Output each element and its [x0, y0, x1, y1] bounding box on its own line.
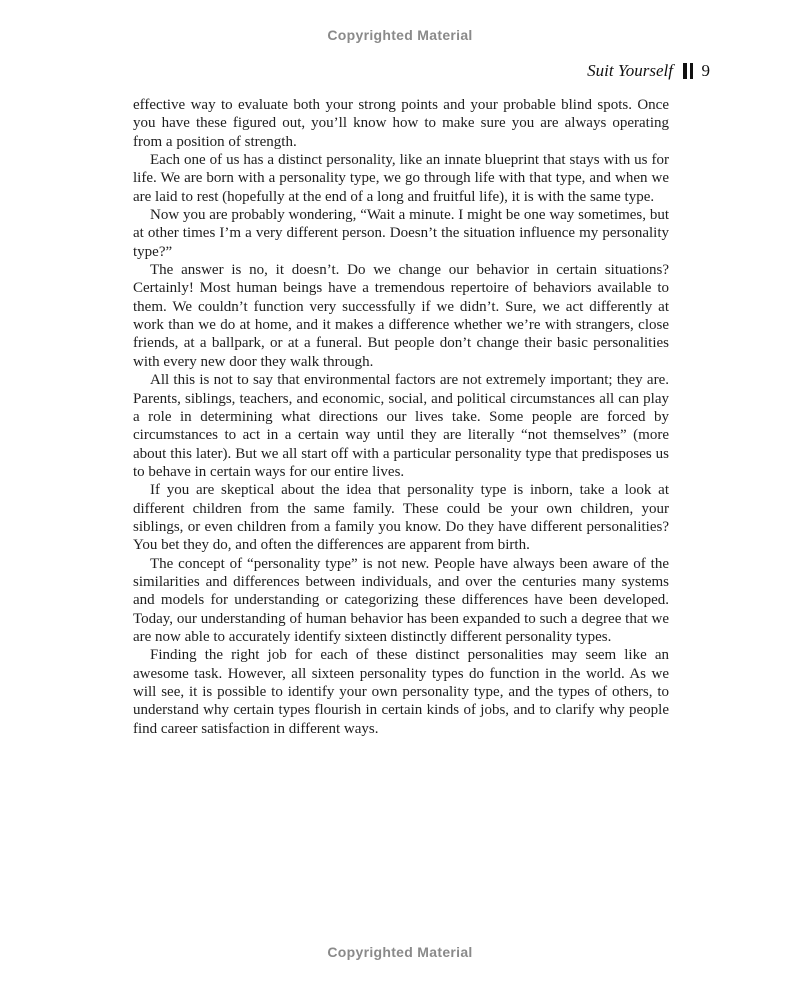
running-header	[587, 61, 710, 81]
double-vertical-bar-icon	[683, 63, 693, 79]
copyright-notice-top: Copyrighted Material	[327, 27, 473, 43]
paragraph-1: effective way to evaluate both your strong points and your probable blind spots. Once you have these figured out, you’ll know how to make sure you are always operating from a position of strength.	[133, 97, 669, 150]
paragraph-8: Finding the right job for each of these distinct personalities may seem like an awesome task. However, all sixteen personality types do function in the world. As we will see, it is possible to identify your own personality type, and the types of others, to understand why certain types flourish in certain kinds of jobs, and to clarify why people find career satisfaction in different ways.	[133, 647, 669, 737]
paragraph-3: Now you are probably wondering, “Wait a minute. I might be one way sometimes, but at other times I’m a very different person. Doesn’t the situation influence my personality type?”	[133, 207, 669, 260]
paragraph-6: If you are skeptical about the idea that personality type is inborn, take a look at different children from the same family. These could be your own children, your siblings, or even children from a family you know. Do they have different personalities? You bet they do, and often the differences are apparent from birth.	[133, 482, 669, 554]
paragraph-4: The answer is no, it doesn’t. Do we change our behavior in certain situations? Certainly! Most human beings have a tremendous repertoire of behaviors available to them. We couldn’t function very successfully if we didn’t. Sure, we act differently at work than we do at home, and it makes a difference whether we’re with strangers, close friends, at a ballpark, or at a funeral. But people don’t change their basic personalities with every new door they walk through.	[133, 262, 669, 370]
copyright-notice-bottom: Copyrighted Material	[327, 944, 473, 960]
book-title: Suit Yourself	[587, 61, 673, 80]
paragraph-2: Each one of us has a distinct personality, like an innate blueprint that stays with us for life. We are born with a personality type, we go through life with that type, and when we are laid to rest (hopefully at the end of a long and fruitful life), it is with the same type.	[133, 152, 669, 205]
page-body-text	[133, 96, 669, 738]
page-number: 9	[701, 61, 710, 80]
paragraph-5: All this is not to say that environmental factors are not extremely important; they are. Parents, siblings, teachers, and economic, social, and political circumstances all can play a role in determining what directions our lives take. Some people are forced by circumstances to act in a certain way until they are literally “not themselves” (more about this later). But we all start off with a particular personality type that predisposes us to behave in certain ways for our entire lives.	[133, 372, 669, 480]
paragraph-7: The concept of “personality type” is not new. People have always been aware of the similarities and differences between individuals, and over the centuries many systems and models for understanding or categorizing these differences have been developed. Today, our understanding of human behavior has been expanded to such a degree that we are now able to accurately identify sixteen distinctly different personality types.	[133, 555, 669, 645]
